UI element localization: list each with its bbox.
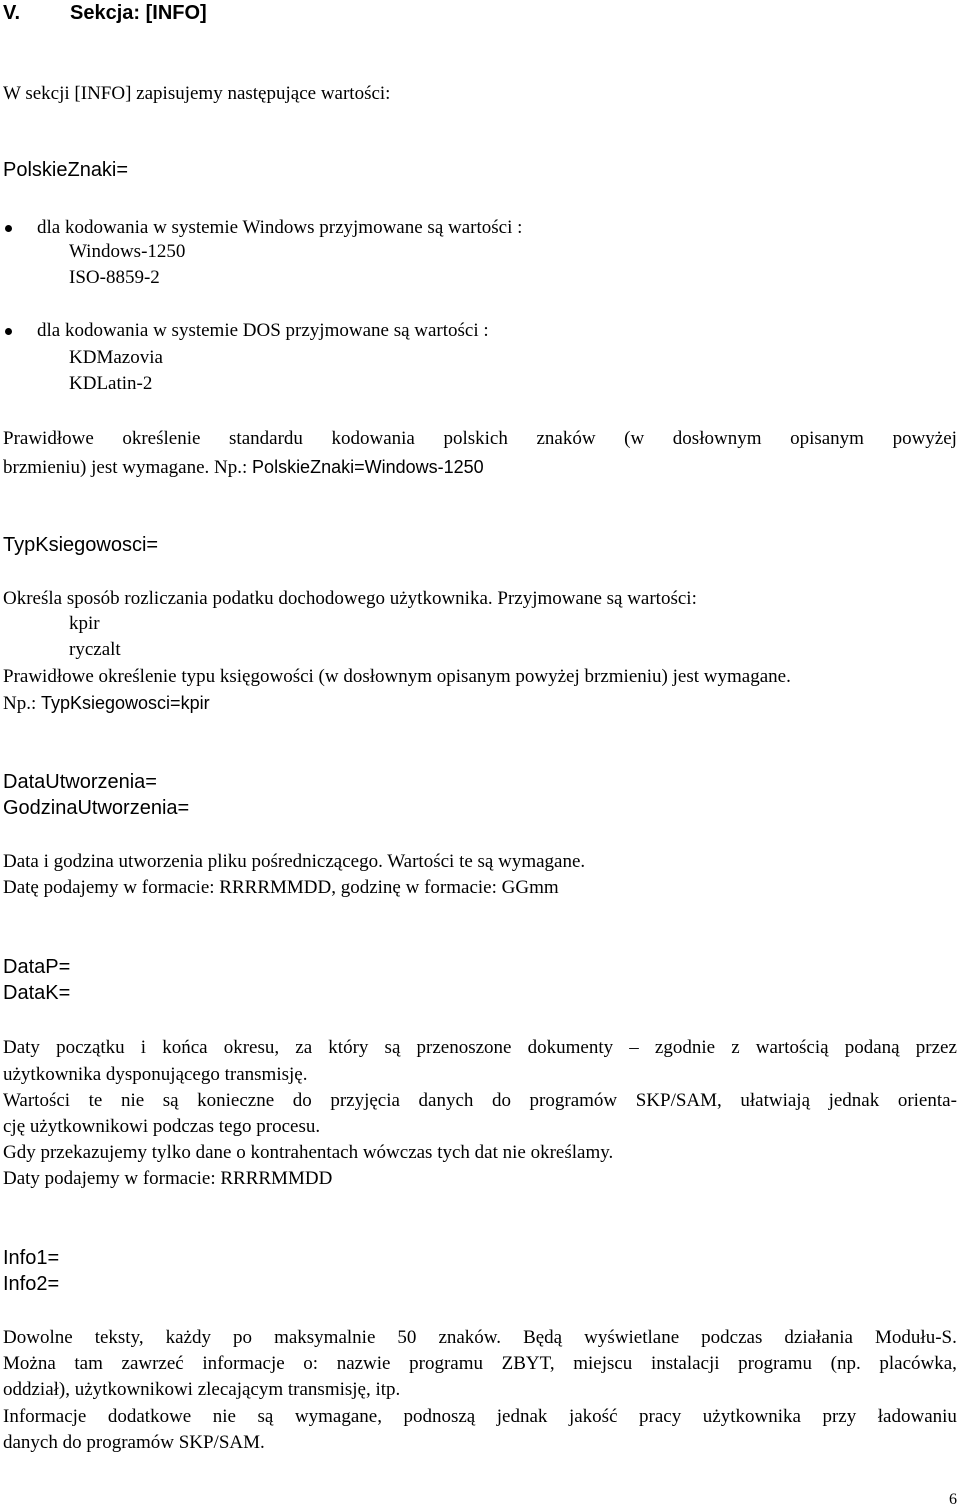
page-number: 6 <box>949 1491 957 1508</box>
value-item: KDMazovia <box>69 347 163 368</box>
paragraph-line: Można tam zawrzeć informacje o: nazwie programu ZBYT, miejscu instalacji programu (np. placówka, <box>3 1353 957 1374</box>
section-title-text: Sekcja: [INFO] <box>70 2 207 24</box>
paragraph-line: Datę podajemy w formacie: RRRRMMDD, godzinę w formacie: GGmm <box>3 877 559 898</box>
paragraph-line: Określa sposób rozliczania podatku dochodowego użytkownika. Przyjmowane są wartości: <box>3 588 697 609</box>
paragraph-line: użytkownika dysponującego transmisję. <box>3 1064 308 1085</box>
paragraph-line: cję użytkownikowi podczas tego procesu. <box>3 1116 321 1137</box>
paragraph-line: Informacje dodatkowe nie są wymagane, podnoszą jednak jakość pracy użytkownika przy ładowaniu <box>3 1406 957 1427</box>
section-title <box>3 2 207 25</box>
key-data-utworzenia: DataUtworzenia= <box>3 771 157 793</box>
intro-keyword: INFO <box>80 83 126 104</box>
paragraph-line: danych do programów SKP/SAM. <box>3 1432 265 1453</box>
note-line: brzmieniu) jest wymagane. Np.: PolskieZnaki=Windows-1250 <box>3 457 484 478</box>
list-item: dla kodowania w systemie Windows przyjmowane są wartości : <box>37 217 523 238</box>
example-code: PolskieZnaki=Windows-1250 <box>252 457 484 477</box>
paragraph-line: Daty podajemy w formacie: RRRRMMDD <box>3 1168 333 1189</box>
paragraph-line: Daty początku i końca okresu, za który są przenoszone dokumenty – zgodnie z wartością podaną przez <box>3 1037 957 1058</box>
paragraph-line: Np.: TypKsiegowosci=kpir <box>3 693 210 714</box>
key-info1: Info1= <box>3 1247 60 1269</box>
value-item: kpir <box>69 613 100 634</box>
example-code: TypKsiegowosci=kpir <box>41 693 210 713</box>
bullet-icon <box>5 225 12 232</box>
bullet-icon <box>5 328 12 335</box>
value-item: KDLatin-2 <box>69 373 153 394</box>
paragraph-line: Data i godzina utworzenia pliku pośredniczącego. Wartości te są wymagane. <box>3 851 586 872</box>
key-typ-ksiegowosci: TypKsiegowosci= <box>3 534 159 556</box>
key-data-k: DataK= <box>3 982 71 1004</box>
note-line: Prawidłowe określenie standardu kodowania polskich znaków (w dosłownym opisanym powyżej <box>3 428 957 449</box>
key-info2: Info2= <box>3 1273 60 1295</box>
key-polskie-znaki: PolskieZnaki= <box>3 159 129 181</box>
value-item: ISO-8859-2 <box>69 267 160 288</box>
list-item: dla kodowania w systemie DOS przyjmowane są wartości : <box>37 320 489 341</box>
value-item: ryczalt <box>69 639 121 660</box>
paragraph-line: Wartości te nie są konieczne do przyjęcia danych do programów SKP/SAM, ułatwiają jednak orienta- <box>3 1090 957 1111</box>
key-data-p: DataP= <box>3 956 71 978</box>
paragraph-line: Dowolne teksty, każdy po maksymalnie 50 znaków. Będą wyświetlane podczas działania Modułu-S. <box>3 1327 957 1348</box>
paragraph-line: oddział), użytkownikowi zlecającym transmisję, itp. <box>3 1379 401 1400</box>
section-number: V. <box>3 2 21 24</box>
key-godzina-utworzenia: GodzinaUtworzenia= <box>3 797 190 819</box>
paragraph-line: Gdy przekazujemy tylko dane o kontrahentach wówczas tych dat nie określamy. <box>3 1142 614 1163</box>
intro-line: W sekcji [INFO] zapisujemy następujące wartości: <box>3 83 391 104</box>
value-item: Windows-1250 <box>69 241 186 262</box>
paragraph-line: Prawidłowe określenie typu księgowości (w dosłownym opisanym powyżej brzmieniu) jest wymagane. <box>3 666 791 687</box>
